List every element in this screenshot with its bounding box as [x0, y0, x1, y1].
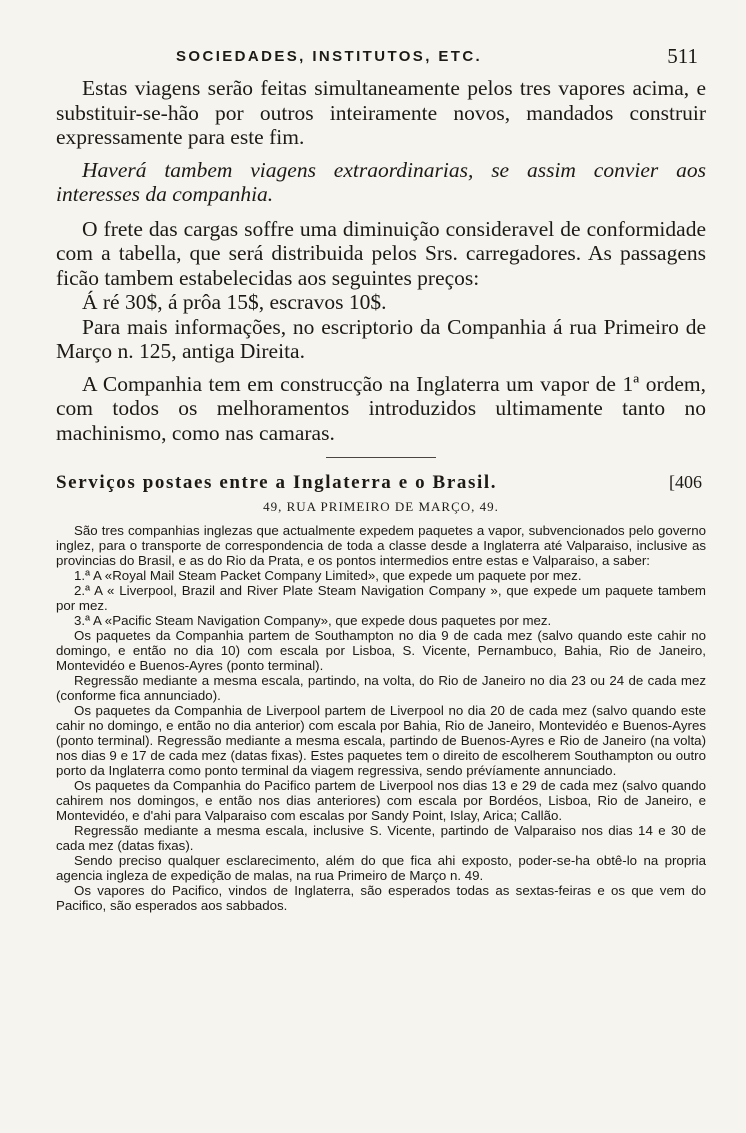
paragraph-prices: Á ré 30$, á prôa 15$, escravos 10$. [82, 290, 387, 314]
section-heading [56, 472, 702, 494]
upper-text-block [56, 76, 706, 445]
paragraph: A Companhia tem em construcção na Inglaterra um vapor de 1ª ordem, com todos os melhoramentos introduzidos ultimamente tanto no machinismo, como nas camaras. [56, 371, 706, 445]
paragraph: Estas viagens serão feitas simultaneamente pelos tres vapores acima, e substituir-se-hão por outros inteiramente novos, mandados construir expressamente para este fim. [56, 76, 706, 149]
paragraph: Os paquetes da Companhia de Liverpool partem de Liverpool no dia 20 de cada mez (salvo quando este cahir no domingo, e então no dia anterior) com escala por Bahia, Rio de Janeiro, Montevidéo e Buenos-Ayres (ponto terminal). Regressão mediante a mesma escala, partindo de Buenos-Ayres e Rio de Janeiro (na volta) nos dias 9 e 17 de cada mez (datas fixas). Estes paquetes tem o direito de escolherem Southampton ou outro porto da Inglaterra como ponto terminal da viagem regressiva, sendo prévíamente annunciado. [56, 703, 706, 778]
paragraph-italic: Haverá tambem viagens extraordinarias, se assim convier aos interesses da companhia. [56, 157, 706, 206]
section-number: [406 [669, 472, 702, 492]
running-head [56, 36, 706, 76]
paragraph: Os paquetes da Companhia do Pacifico partem de Liverpool nos dias 13 e 29 de cada mez (salvo quando cahirem nos domingos, e então nos dias anteriores) com escala por Bordéos, Lisboa, Rio de Janeiro, e Montevidéo, e d'ahi para Valparaiso com escalas por Sandy Point, Islay, Arica; Callão. [56, 778, 706, 823]
section-address: 49, RUA PRIMEIRO DE MARÇO, 49. [263, 499, 499, 514]
paragraph: Regressão mediante a mesma escala, partindo, na volta, do Rio de Janeiro no dia 23 ou 24 de cada mez (conforme fica annunciado). [56, 673, 706, 703]
paragraph: Regressão mediante a mesma escala, inclusive S. Vicente, partindo de Valparaiso nos dias 14 e 30 de cada mez (datas fixas). [56, 823, 706, 853]
paragraph: Sendo preciso qualquer esclarecimento, além do que fica ahi exposto, poder-se-ha obtê-lo na propria agencia ingleza de expedição de malas, na rua Primeiro de Março n. 49. [56, 853, 706, 883]
paragraph: 3.ª A «Pacific Steam Navigation Company», que expede dous paquetes por mez. [74, 613, 552, 628]
paragraph: 2.ª A « Liverpool, Brazil and River Plate Steam Navigation Company », que expede um paquete tambem por mez. [56, 583, 706, 613]
section-title: Serviços postaes entre a Inglaterra e o Brasil. [56, 472, 498, 493]
page-number: 511 [667, 44, 698, 68]
running-title: SOCIEDADES, INSTITUTOS, ETC. [176, 48, 483, 65]
paragraph: Para mais informações, no escriptorio da Companhia á rua Primeiro de Março n. 125, antiga Direita. [56, 314, 706, 363]
paragraph: O frete das cargas soffre uma diminuição consideravel de conformidade com a tabella, que será distribuida pelos Srs. carregadores. As passagens ficão tambem estabelecidas aos seguintes preços: [56, 216, 706, 290]
section-divider [326, 457, 436, 458]
paragraph: São tres companhias inglezas que actualmente expedem paquetes a vapor, subvencionados pelo governo inglez, para o transporte de correspondencia de toda a classe desde a Inglaterra até Valparaiso, inclusive as provincias do Brasil, e as do Rio da Prata, e os pontos intermedios entre estas e Valparaiso, a saber: [56, 523, 706, 568]
paragraph: Os paquetes da Companhia partem de Southampton no dia 9 de cada mez (salvo quando este cahir no domingo, e então no dia 10) com escala por Lisboa, S. Vicente, Pernambuco, Bahia, Rio de Janeiro, Montevidéo e Buenos-Ayres (ponto terminal). [56, 628, 706, 673]
lower-text-block [56, 523, 706, 913]
paragraph: Os vapores do Pacifico, vindos de Inglaterra, são esperados todas as sextas-feiras e os que vem do Pacifico, são esperados aos sabbados. [56, 883, 706, 913]
paragraph: 1.ª A «Royal Mail Steam Packet Company Limited», que expede um paquete por mez. [74, 568, 582, 583]
